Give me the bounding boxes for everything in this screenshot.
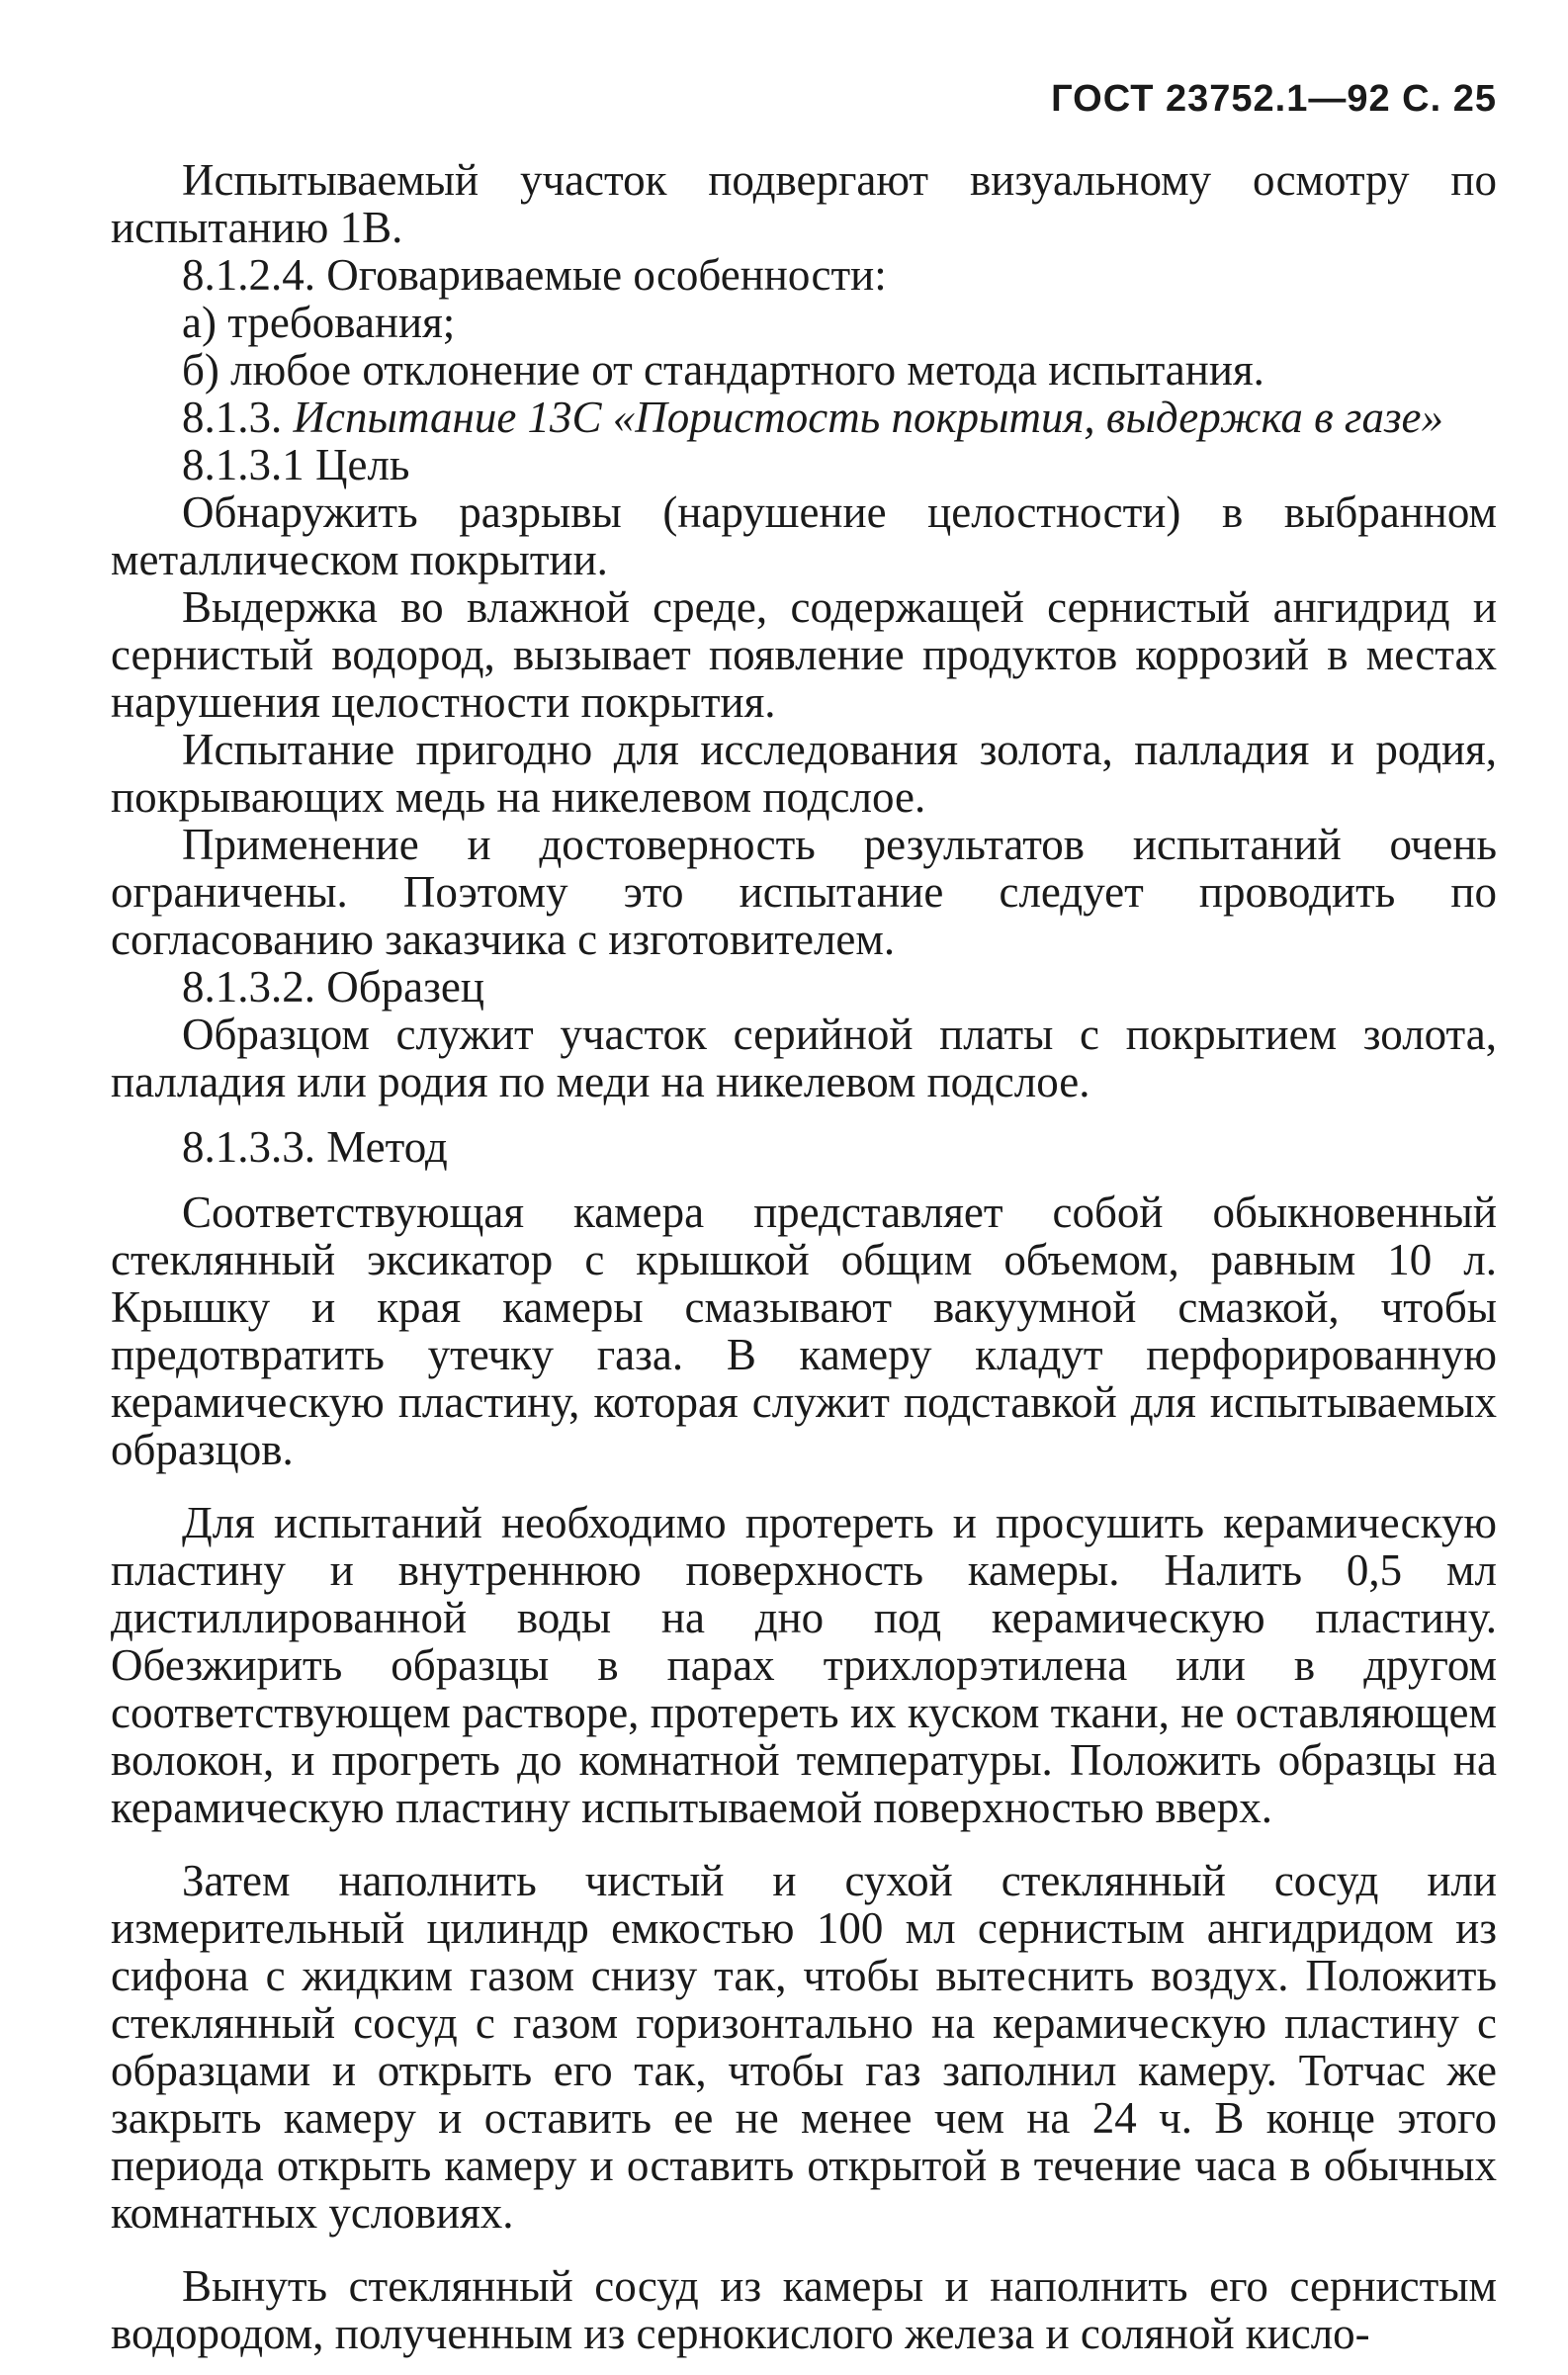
document-page [111, 77, 1497, 2357]
paragraph-applicability: Испытание пригодно для исследования золота, палладия и родия, покрывающих медь на никелевом подслое. [111, 725, 1497, 822]
section-number: 8.1.3. [182, 393, 294, 442]
paragraph-sample-text: Образцом служит участок серийной платы с покрытием золота, палладия или родия по меди на никелевом подслое. [111, 1010, 1497, 1106]
subsection-goal: 8.1.3.1 Цель [182, 440, 410, 489]
paragraph-inspection: Испытываемый участок подвергают визуальному осмотру по испытанию 1В. [111, 155, 1497, 252]
subsection-method: 8.1.3.3. Метод [182, 1122, 448, 1172]
section-title-text: Испытание 13С «Пористость покрытия, выдержка в газе» [293, 393, 1443, 442]
section-heading-13c [111, 394, 1497, 441]
paragraph-goal-text: Обнаружить разрывы (нарушение целостности) в выбранном металлическом покрытии. [111, 487, 1497, 584]
page-header: ГОСТ 23752.1—92 С. 25 [1051, 78, 1497, 120]
list-item-deviation: б) любое отклонение от стандартного метода испытания. [182, 345, 1264, 395]
paragraph-gas-filling: Затем наполнить чистый и сухой стеклянный сосуд или измерительный цилиндр емкостью 100 мл сернистым ангидридом из сифона с жидким газом снизу так, чтобы вытеснить воздух. Положить стеклянный сосуд с газом горизонтально на керамическую пластину с образцами и открыть его так, чтобы газ заполнил камеру. Тотчас же закрыть камеру и оставить ее не менее чем на 24 ч. В конце этого периода открыть камеру и оставить открытой в течение часа в обычных комнатных условиях. [111, 1856, 1497, 2238]
paragraph-special-features: 8.1.2.4. Оговариваемые особенности: [182, 250, 887, 300]
subsection-sample: 8.1.3.2. Образец [182, 962, 484, 1012]
paragraph-chamber: Соответствующая камера представляет собой обыкновенный стеклянный эксикатор с крышкой общим объемом, равным 10 л. Крышку и края камеры смазывают вакуумной смазкой, чтобы предотвратить утечку газа. В камеру кладут перфорированную керамическую пластину, которая служит подставкой для испытываемых образцов. [111, 1188, 1497, 1474]
paragraph-limitations: Применение и достоверность результатов испытаний очень ограничены. Поэтому это испытание следует проводить по согласованию заказчика с изготовителем. [111, 820, 1497, 964]
paragraph-exposure: Выдержка во влажной среде, содержащей сернистый ангидрид и сернистый водород, вызывает появление продуктов коррозий в местах нарушения целостности покрытия. [111, 582, 1497, 727]
list-item-requirements: а) требования; [182, 298, 456, 347]
paragraph-hydrogen-sulfide: Вынуть стеклянный сосуд из камеры и наполнить его сернистым водородом, полученным из сернокислого железа и соляной кисло- [111, 2261, 1497, 2358]
paragraph-preparation: Для испытаний необходимо протереть и просушить керамическую пластину и внутреннюю поверхность камеры. Налить 0,5 мл дистиллированной воды на дно под керамическую пластину. Обезжирить образцы в парах трихлорэтилена или в другом соответствующем растворе, протереть их куском ткани, не оставляющем волокон, и прогреть до комнатной температуры. Положить образцы на керамическую пластину испытываемой поверхностью вверх. [111, 1498, 1497, 1832]
